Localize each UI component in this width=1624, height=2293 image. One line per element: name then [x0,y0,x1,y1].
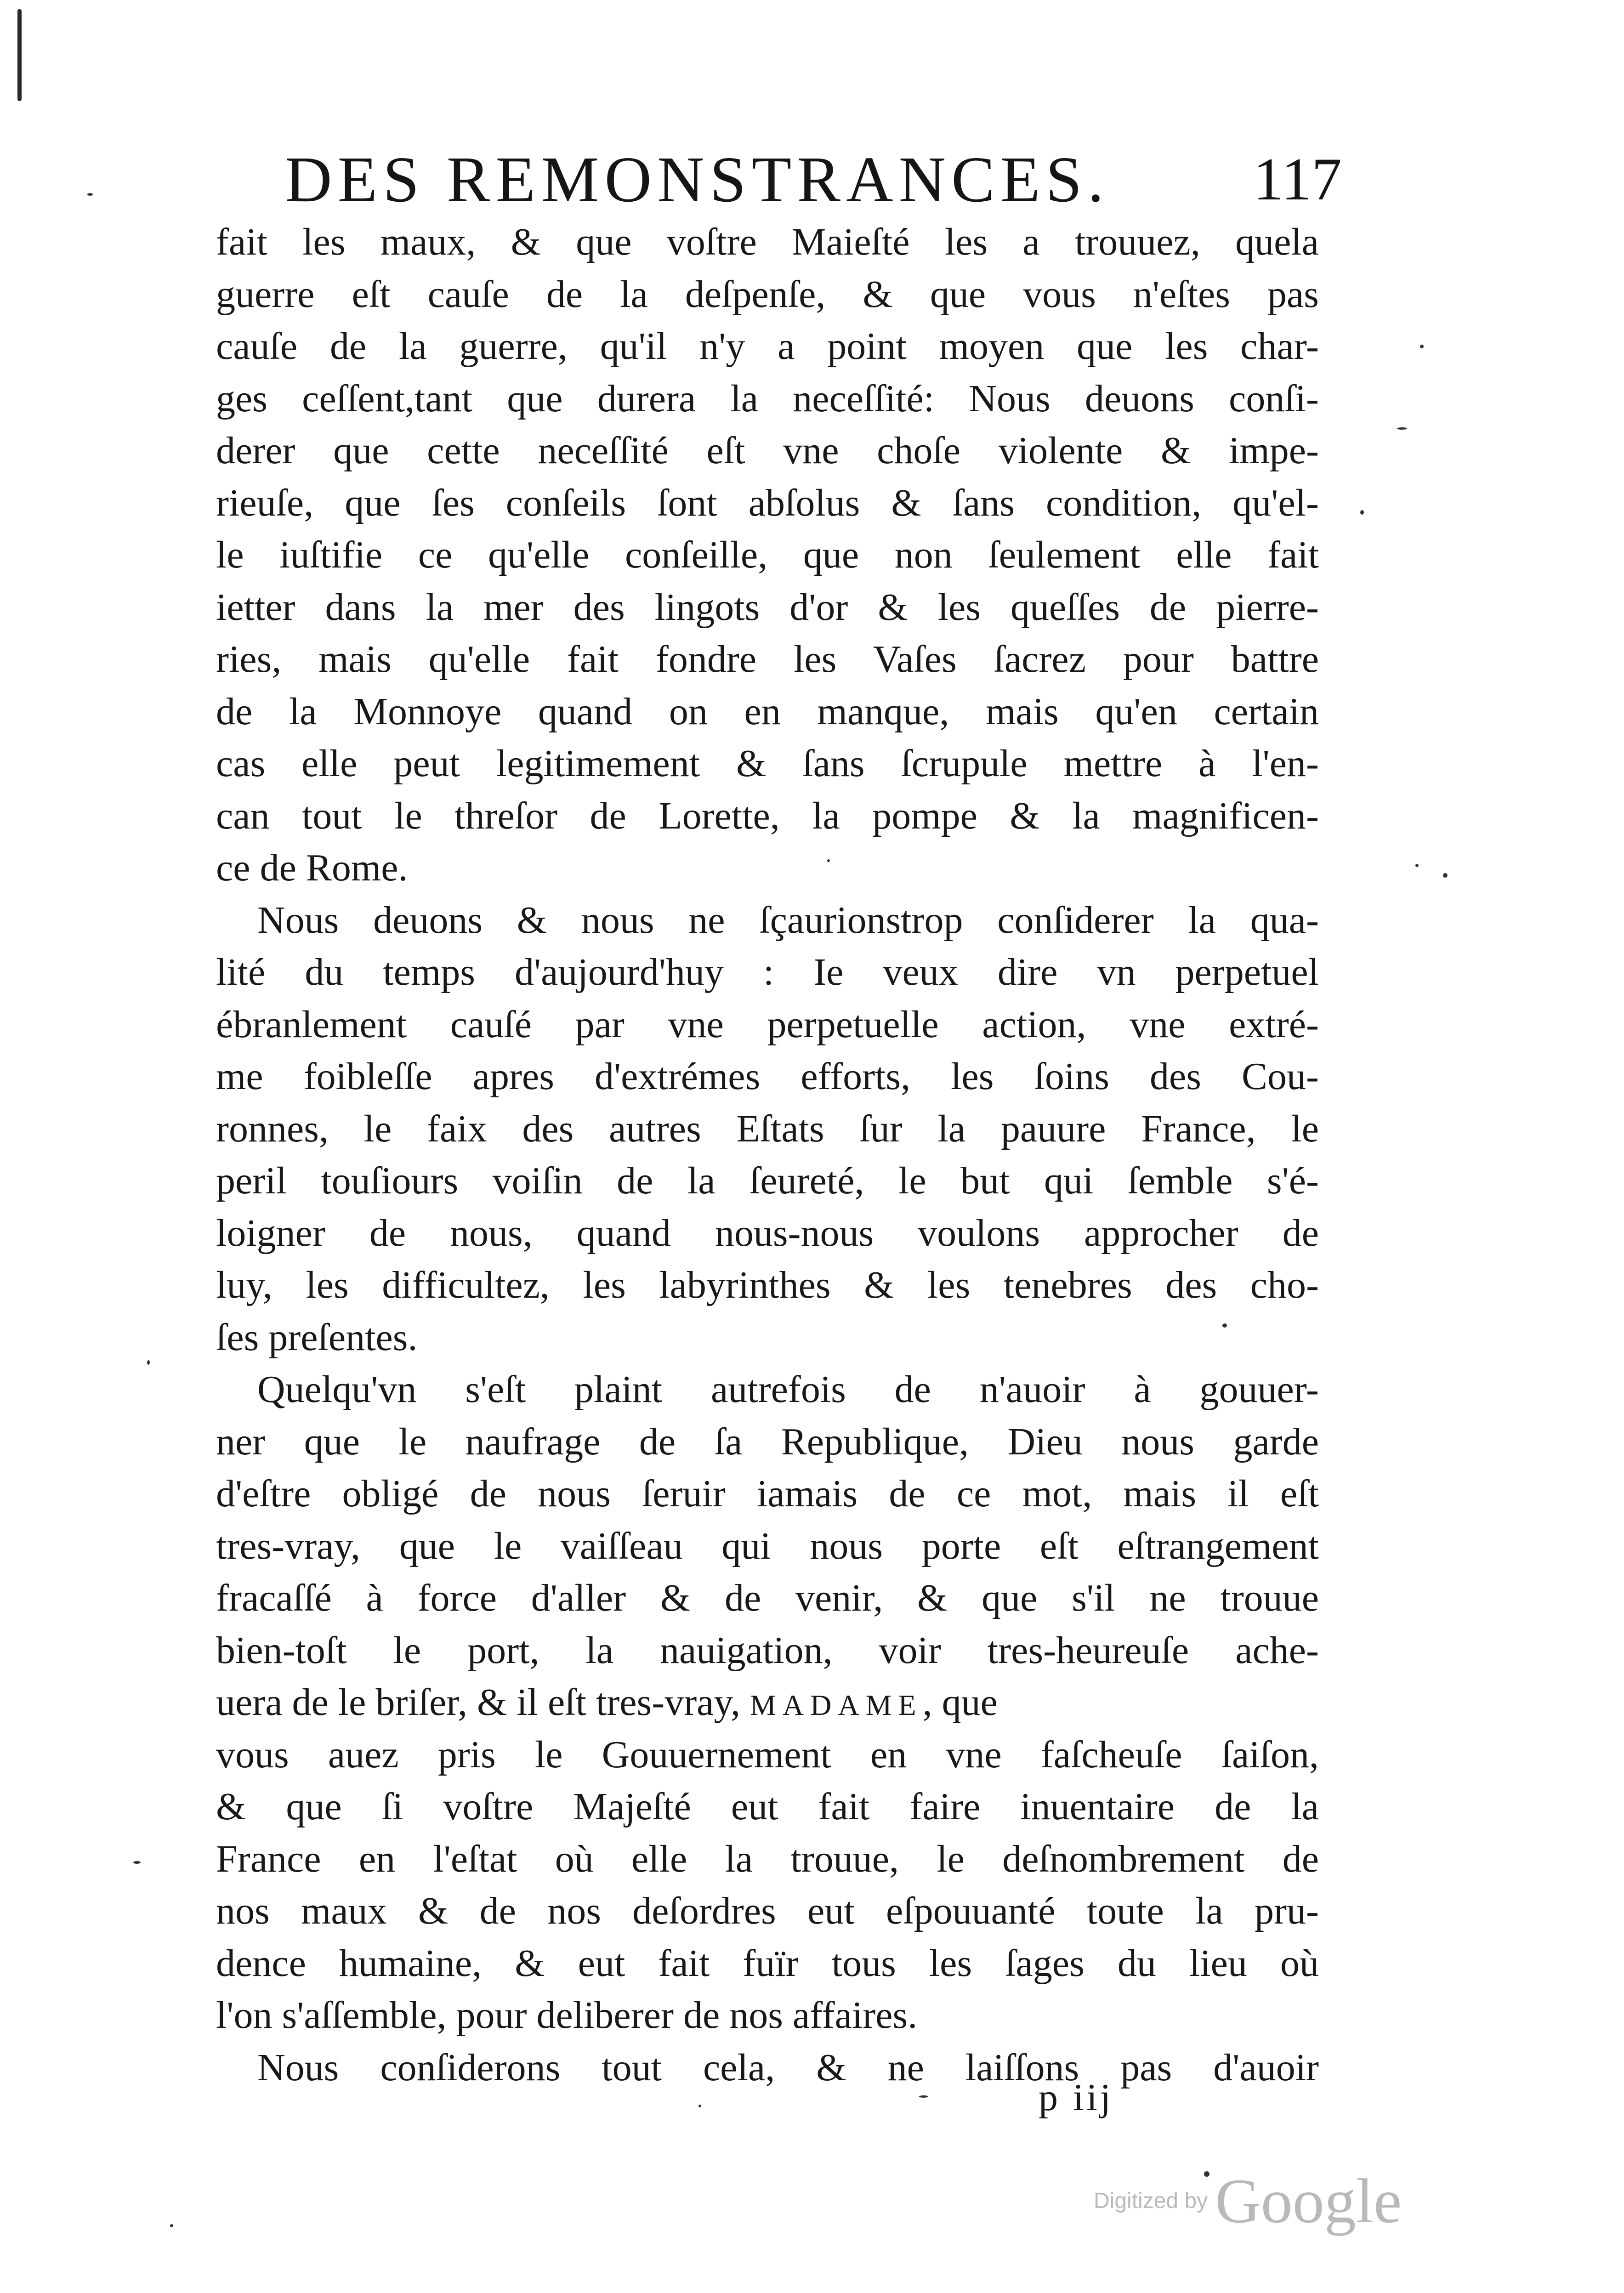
scan-speck [698,2105,701,2107]
text-line: cauſe de la guerre, qu'il n'y a point moyen que les char- [216,325,1319,368]
text-line: ce de Rome. [216,846,408,889]
text-line: bien-toſt le port, la nauigation, voir tres-heureuſe ache- [216,1629,1319,1672]
scan-speck [919,2095,928,2098]
scan-speck [170,2224,173,2227]
scan-speck [1222,1323,1227,1328]
page-number: 117 [1253,145,1342,213]
text-line: nos maux & de nos deſordres eut eſpouuanté toute la pru- [216,1890,1319,1932]
text-line: tres-vray, que le vaiſſeau qui nous porte eſt eſtrangement [216,1524,1319,1567]
text-line: dence humaine, & eut fait fuïr tous les ſages du lieu où [216,1941,1319,1985]
text-line: de la Monnoye quand on en manque, mais qu'en certain [216,690,1319,733]
scan-speck [1415,864,1419,867]
text-line: derer que cette neceſſité eſt vne choſe violente & impe- [216,429,1319,472]
text-line: vous auez pris le Gouuernement en vne faſcheuſe ſaiſon, [216,1733,1319,1776]
text-line: le iuſtifie ce qu'elle conſeille, que non ſeulement elle fait [216,534,1319,576]
text-line: cas elle peut legitimement & ſans ſcrupule mettre à l'en- [216,742,1319,785]
scan-speck [147,1360,150,1365]
text-line: ges ceſſent,tant que durera la neceſſité: Nous deuons conſi- [216,377,1319,420]
text-line: France en l'eſtat où elle la trouue, le deſnombrement de [216,1837,1319,1880]
scan-speck [1360,510,1364,515]
text-line-with-small-caps [216,1676,1319,1729]
text-line-tail: , que [922,1681,998,1724]
text-line: can tout le threſor de Lorette, la pompe & la magnificen- [216,794,1319,837]
watermark-prefix: Digitized by [1094,2189,1208,2213]
text-line: ébranlement cauſé par vne perpetuelle action, vne extré- [216,1003,1319,1046]
text-line: & que ſi voſtre Majeſté eut fait faire inuentaire de la [216,1785,1319,1828]
scan-speck [1204,2171,1209,2177]
text-line: ronnes, le faix des autres Eſtats ſur la pauure France, le [216,1107,1319,1150]
text-line: d'eſtre obligé de nous ſeruir iamais de ce mot, mais il eſt [216,1472,1319,1515]
text-line: ner que le naufrage de ſa Republique, Dieu nous garde [216,1420,1319,1463]
binding-edge [17,9,22,101]
signature-mark: p iij [1039,2076,1114,2119]
text-line: ietter dans la mer des lingots d'or & les queſſes de pierre- [216,585,1319,629]
paragraph-start-line: Quelqu'vn s'eſt plaint autrefois de n'auoir à gouuer- [257,1368,1319,1411]
scan-speck [133,1861,141,1864]
text-line: luy, les difficultez, les labyrinthes & les tenebres des cho- [216,1264,1319,1306]
paragraph-start-line: Nous conſiderons tout cela, & ne laiſſons pas d'auoir [257,2046,1319,2089]
paragraph-start-line: Nous deuons & nous ne ſçaurionstrop conſiderer la qua- [257,898,1319,942]
text-line: peril touſiours voiſin de la ſeureté, le but qui ſemble s'é- [216,1159,1319,1202]
text-line: fait les maux, & que voſtre Maieſté les a trouuez, quela [216,221,1319,263]
scan-speck [1420,345,1424,348]
body-text [216,216,1319,2094]
scan-speck [827,859,830,862]
text-line: ſes preſentes. [216,1316,418,1359]
text-line: l'on s'aſſemble, pour deliberer de nos affaires. [216,1994,918,2037]
text-line: rieuſe, que ſes conſeils ſont abſolus & ſans condition, qu'el- [216,481,1319,524]
text-line-part: uera de le briſer, & il eſt tres-vray, [216,1681,741,1724]
scan-speck [1397,427,1407,430]
scan-speck [87,193,93,196]
running-title: DES REMONSTRANCES. [285,143,1110,216]
text-line: me foibleſſe apres d'extrémes efforts, les ſoins des Cou- [216,1055,1319,1098]
google-watermark [1094,2164,1402,2247]
text-line: loigner de nous, quand nous-nous voulons approcher de [216,1211,1319,1254]
text-line: lité du temps d'aujourd'huy : Ie veux dire vn perpetuel [216,951,1319,993]
scan-speck [1443,873,1448,878]
text-line: ries, mais qu'elle fait fondre les Vaſes ſacrez pour battre [216,638,1319,681]
text-line: guerre eſt cauſe de la deſpenſe, & que vous n'eſtes pas [216,272,1319,316]
small-caps-word: MADAME [750,1689,923,1721]
page-header [285,138,1342,221]
google-logo: Google [1215,2166,1402,2236]
text-line: fracaſſé à force d'aller & de venir, & que s'il ne trouue [216,1577,1319,1619]
